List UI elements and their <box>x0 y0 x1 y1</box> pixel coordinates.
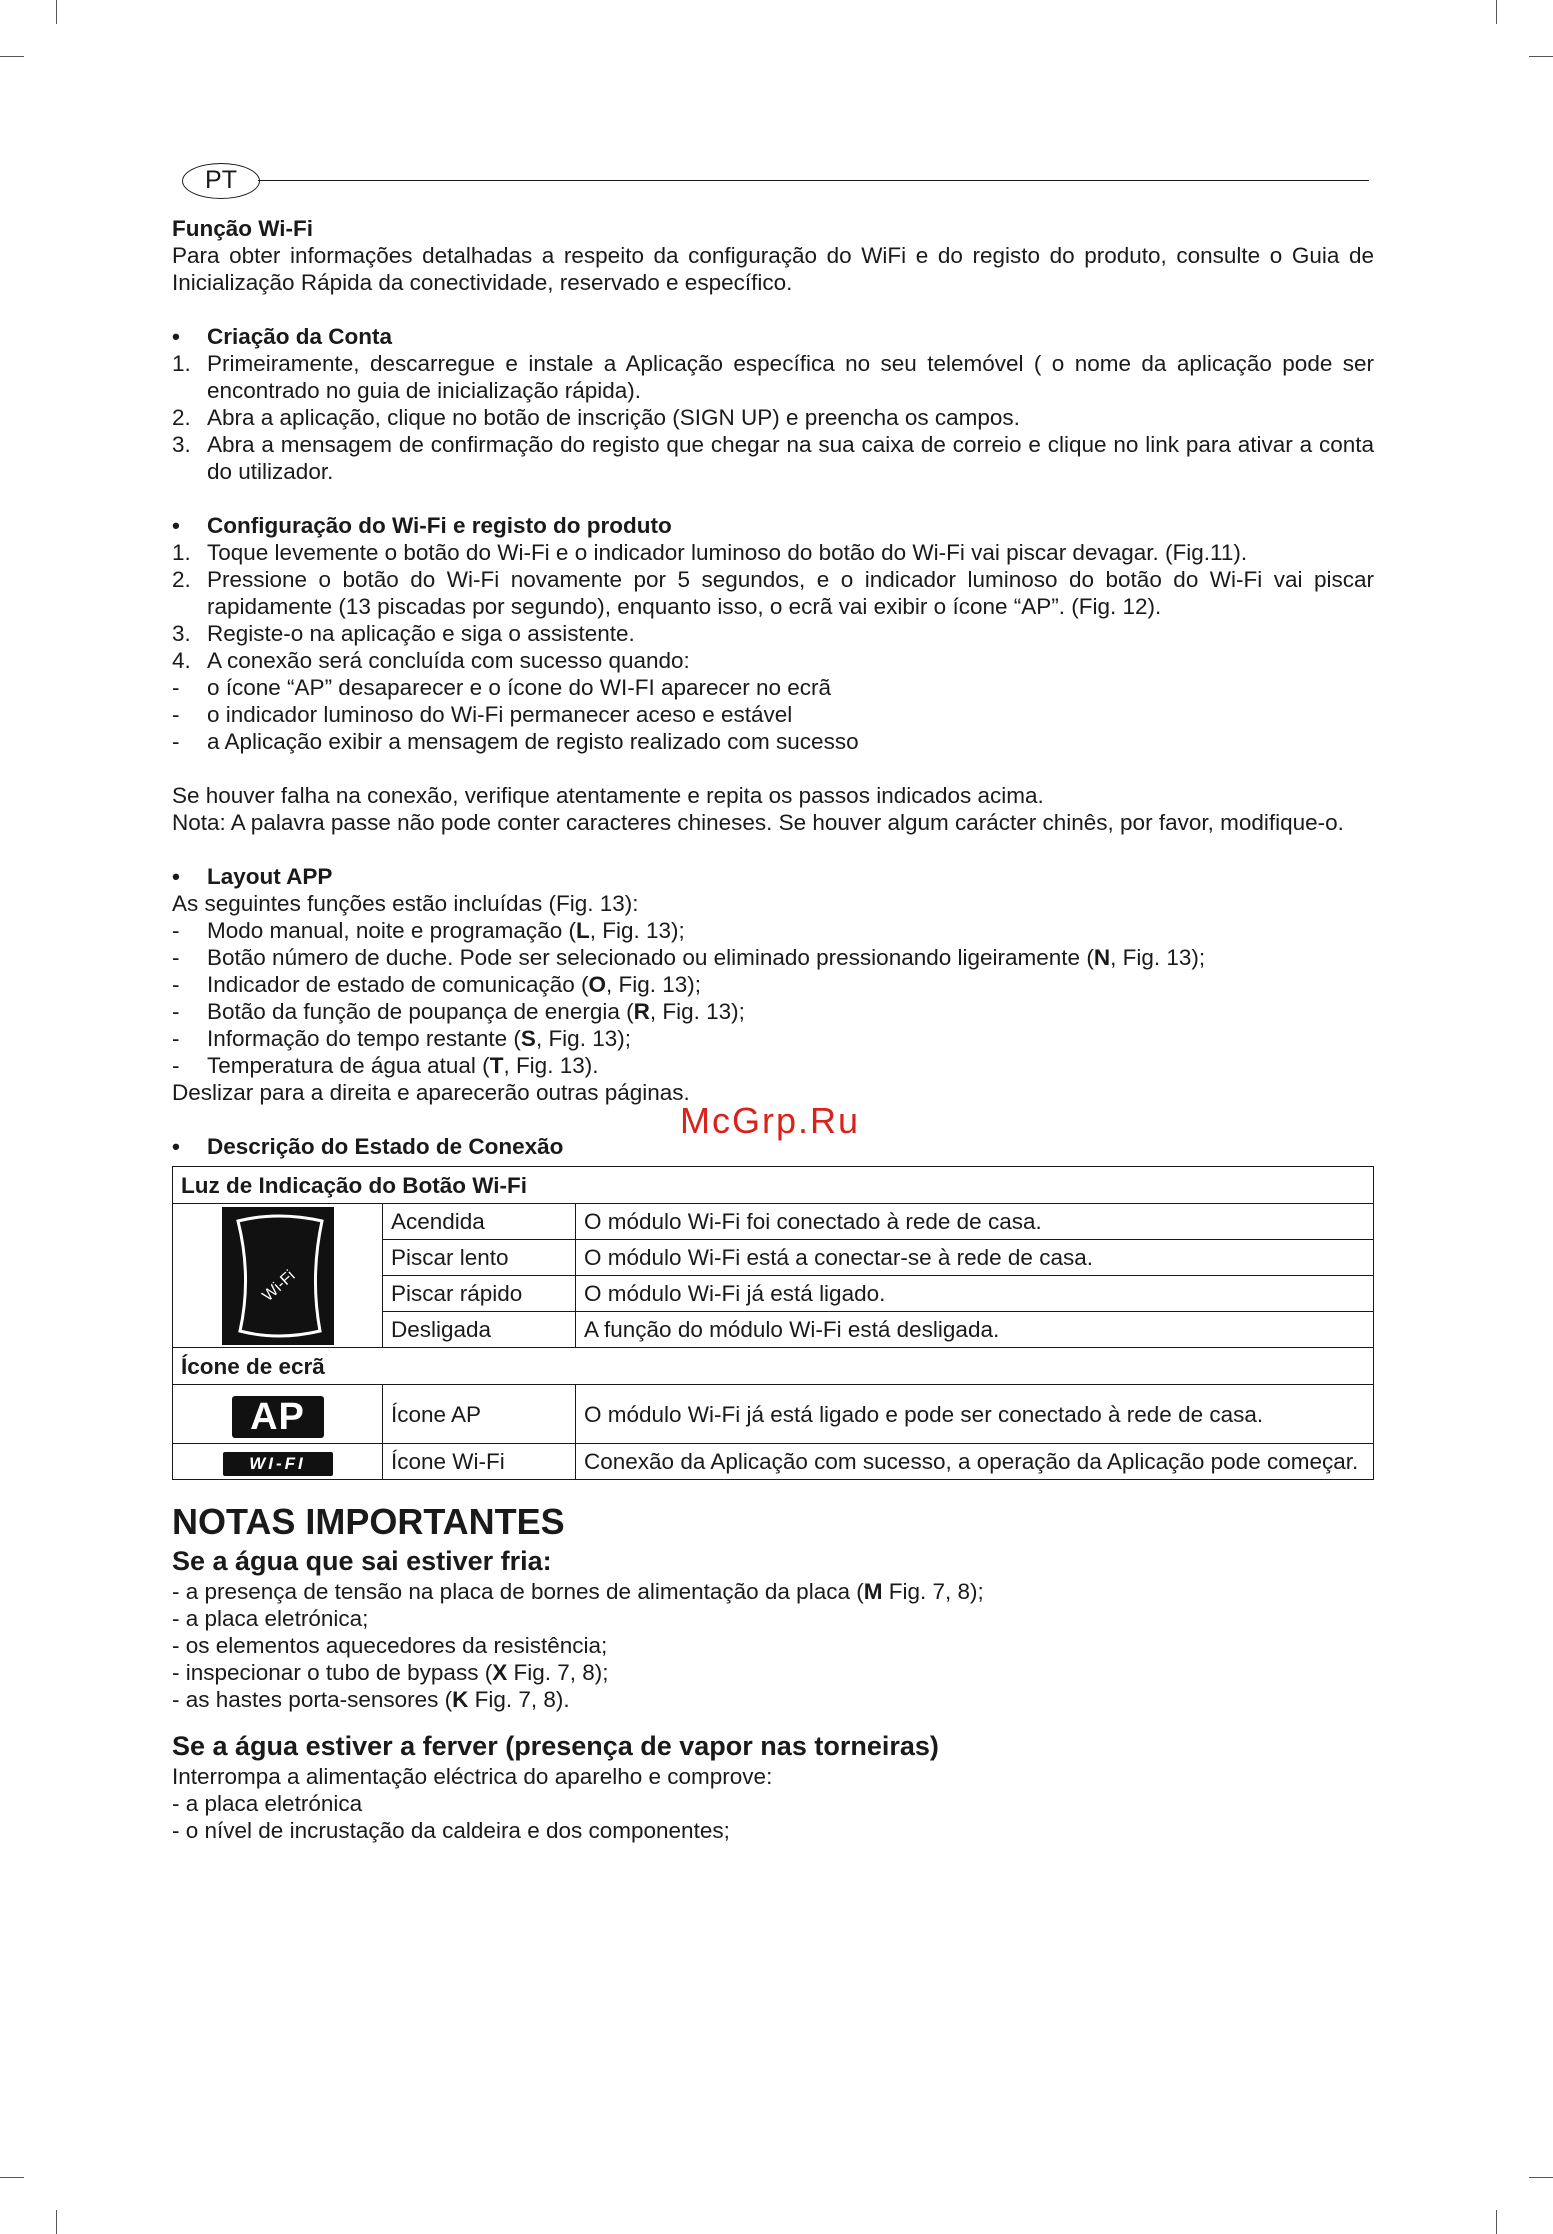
list-item <box>172 1578 1374 1605</box>
light-state: Acendida <box>383 1204 576 1240</box>
list-item <box>172 917 1374 944</box>
list-item <box>172 971 1374 998</box>
list-text: - os elementos aquecedores da resistência; <box>172 1633 608 1658</box>
boil-intro: Interrompa a alimentação eléctrica do aparelho e comprove: <box>172 1764 773 1789</box>
list-marker: - <box>172 918 180 943</box>
light-state: Desligada <box>383 1312 576 1348</box>
figure-ref: K <box>452 1687 469 1712</box>
figure-ref: S <box>520 1026 536 1051</box>
cold-heading: Se a água que sai estiver fria: <box>172 1546 552 1576</box>
list-item <box>172 1052 1374 1079</box>
wifi-button-cell <box>173 1204 383 1348</box>
list-text: , Fig. 13). <box>503 1053 599 1078</box>
wifi-button-label: Wi-Fi <box>258 1266 299 1305</box>
wifi-heading: Função Wi-Fi <box>172 216 314 241</box>
list-text: - inspecionar o tubo de bypass ( <box>172 1660 493 1685</box>
list-marker: 2. <box>172 567 191 592</box>
language-header <box>182 163 1369 199</box>
list-text: - a presença de tensão na placa de bornes de alimentação da placa ( <box>172 1579 864 1604</box>
crop-mark <box>56 0 57 24</box>
icon-desc: O módulo Wi-Fi já está ligado e pode ser conectado à rede de casa. <box>576 1385 1374 1444</box>
list-item <box>172 620 1374 647</box>
header-rule <box>258 180 1369 181</box>
crop-mark <box>0 2177 24 2178</box>
list-text: Fig. 7, 8). <box>468 1687 570 1712</box>
list-item <box>172 539 1374 566</box>
list-text: , Fig. 13); <box>649 999 745 1024</box>
note-text: Nota: A palavra passe não pode conter caracteres chineses. Se houver algum carácter chinês, por favor, modifique-o. <box>172 810 1344 835</box>
crop-mark <box>1496 2210 1497 2234</box>
list-item <box>172 728 1374 755</box>
list-text: Fig. 7, 8); <box>507 1660 609 1685</box>
list-item <box>172 350 1374 404</box>
list-text: a Aplicação exibir a mensagem de registo realizado com sucesso <box>207 729 859 754</box>
list-text: , Fig. 13); <box>1110 945 1206 970</box>
list-marker: - <box>172 675 180 700</box>
layout-items <box>172 917 1374 1079</box>
ap-icon: AP <box>232 1396 324 1438</box>
figure-ref: R <box>633 999 650 1024</box>
list-text: o ícone “AP” desaparecer e o ícone do WI-FI aparecer no ecrã <box>207 675 832 700</box>
list-item <box>172 404 1374 431</box>
list-marker: 3. <box>172 621 191 646</box>
notes-title: NOTAS IMPORTANTES <box>172 1501 565 1542</box>
config-heading: • Configuração do Wi-Fi e registo do produto <box>172 512 1374 539</box>
light-desc: O módulo Wi-Fi foi conectado à rede de casa. <box>576 1204 1374 1240</box>
list-item <box>172 1659 1374 1686</box>
list-text: Toque levemente o botão do Wi-Fi e o indicador luminoso do botão do Wi-Fi vai piscar devagar. (Fig.11). <box>207 540 1248 565</box>
wifi-button-icon <box>222 1207 334 1345</box>
list-marker: 1. <box>172 540 191 565</box>
crop-mark <box>1529 56 1553 57</box>
config-steps <box>172 539 1374 755</box>
list-item <box>172 674 1374 701</box>
account-steps <box>172 350 1374 485</box>
list-marker: 3. <box>172 432 191 457</box>
crop-mark <box>56 2210 57 2234</box>
list-marker: 2. <box>172 405 191 430</box>
status-heading: • Descrição do Estado de Conexão <box>172 1133 1374 1160</box>
boil-item: - o nível de incrustação da caldeira e dos componentes; <box>172 1818 730 1843</box>
list-item <box>172 1605 1374 1632</box>
light-desc: O módulo Wi-Fi está a conectar-se à rede de casa. <box>576 1240 1374 1276</box>
list-marker: - <box>172 729 180 754</box>
list-marker: - <box>172 702 180 727</box>
document-body <box>172 215 1374 1844</box>
list-item <box>172 701 1374 728</box>
list-item <box>172 1632 1374 1659</box>
icon-state: Ícone AP <box>383 1385 576 1444</box>
list-text: Abra a mensagem de confirmação do registo que chegar na sua caixa de correio e clique no link para ativar a conta do utilizador. <box>207 432 1374 484</box>
list-text: , Fig. 13); <box>606 972 702 997</box>
list-text: o indicador luminoso do Wi-Fi permanecer aceso e estável <box>207 702 793 727</box>
light-state: Piscar rápido <box>383 1276 576 1312</box>
crop-mark <box>1529 2177 1553 2178</box>
list-item <box>172 1686 1374 1713</box>
icon-state: Ícone Wi-Fi <box>383 1444 576 1480</box>
layout-outro: Deslizar para a direita e aparecerão outras páginas. <box>172 1080 690 1105</box>
list-item <box>172 566 1374 620</box>
icon-desc: Conexão da Aplicação com sucesso, a operação da Aplicação pode começar. <box>576 1444 1374 1480</box>
list-marker: - <box>172 1026 180 1051</box>
figure-ref: L <box>575 918 590 943</box>
ap-icon-cell <box>173 1385 383 1444</box>
list-marker: - <box>172 945 180 970</box>
layout-heading: • Layout APP <box>172 863 1374 890</box>
layout-intro: As seguintes funções estão incluídas (Fig. 13): <box>172 891 639 916</box>
light-desc: A função do módulo Wi-Fi está desligada. <box>576 1312 1374 1348</box>
list-text: - as hastes porta-sensores ( <box>172 1687 453 1712</box>
boil-item: - a placa eletrónica <box>172 1791 363 1816</box>
list-text: Indicador de estado de comunicação ( <box>207 972 589 997</box>
list-item <box>172 1025 1374 1052</box>
account-heading: • Criação da Conta <box>172 323 1374 350</box>
list-marker: 4. <box>172 648 191 673</box>
crop-mark <box>0 56 24 57</box>
list-text: Modo manual, noite e programação ( <box>207 918 576 943</box>
list-marker: - <box>172 999 180 1024</box>
icon-header: Ícone de ecrã <box>173 1348 1374 1385</box>
wifi-icon-cell <box>173 1444 383 1480</box>
fail-text: Se houver falha na conexão, verifique atentamente e repita os passos indicados acima. <box>172 783 1044 808</box>
list-item <box>172 944 1374 971</box>
figure-ref: N <box>1093 945 1111 970</box>
list-marker: - <box>172 972 180 997</box>
watermark: McGrp.Ru <box>680 1100 861 1141</box>
list-marker: - <box>172 1053 180 1078</box>
figure-ref: M <box>863 1579 883 1604</box>
list-text: Temperatura de água atual ( <box>207 1053 490 1078</box>
list-text: A conexão será concluída com sucesso quando: <box>207 648 690 673</box>
wifi-display-icon: WI-FI <box>223 1452 333 1476</box>
cold-items <box>172 1578 1374 1713</box>
list-text: Informação do tempo restante ( <box>207 1026 521 1051</box>
light-state: Piscar lento <box>383 1240 576 1276</box>
crop-mark <box>1496 0 1497 24</box>
list-text: Fig. 7, 8); <box>882 1579 984 1604</box>
list-item <box>172 431 1374 485</box>
status-table <box>172 1166 1374 1480</box>
list-text: , Fig. 13); <box>589 918 685 943</box>
list-text: Botão número de duche. Pode ser selecionado ou eliminado pressionando ligeiramente ( <box>207 945 1094 970</box>
list-text: Abra a aplicação, clique no botão de inscrição (SIGN UP) e preencha os campos. <box>207 405 1020 430</box>
list-item <box>172 647 1374 674</box>
list-text: Botão da função de poupança de energia ( <box>207 999 634 1024</box>
light-header: Luz de Indicação do Botão Wi-Fi <box>173 1167 1374 1204</box>
list-text: Registe-o na aplicação e siga o assistente. <box>207 621 635 646</box>
figure-ref: X <box>492 1660 508 1685</box>
list-item <box>172 998 1374 1025</box>
light-desc: O módulo Wi-Fi já está ligado. <box>576 1276 1374 1312</box>
language-badge: PT <box>182 163 260 199</box>
list-text: - a placa eletrónica; <box>172 1606 369 1631</box>
list-marker: 1. <box>172 351 191 376</box>
boil-heading: Se a água estiver a ferver (presença de vapor nas torneiras) <box>172 1731 939 1761</box>
list-text: , Fig. 13); <box>535 1026 631 1051</box>
figure-ref: O <box>588 972 607 997</box>
figure-ref: T <box>489 1053 504 1078</box>
list-text: Pressione o botão do Wi-Fi novamente por 5 segundos, e o indicador luminoso do botão do Wi-Fi vai piscar rapidamente (13 piscadas por segundo), enquanto isso, o ecrã vai exibir o ícone “AP”. (Fig. 12). <box>207 567 1374 619</box>
wifi-intro: Para obter informações detalhadas a respeito da configuração do WiFi e do registo do produto, consulte o Guia de Inicialização Rápida da conectividade, reservado e específico. <box>172 243 1374 295</box>
list-text: Primeiramente, descarregue e instale a Aplicação específica no seu telemóvel ( o nome da aplicação pode ser encontrado no guia de inicialização rápida). <box>207 351 1374 403</box>
